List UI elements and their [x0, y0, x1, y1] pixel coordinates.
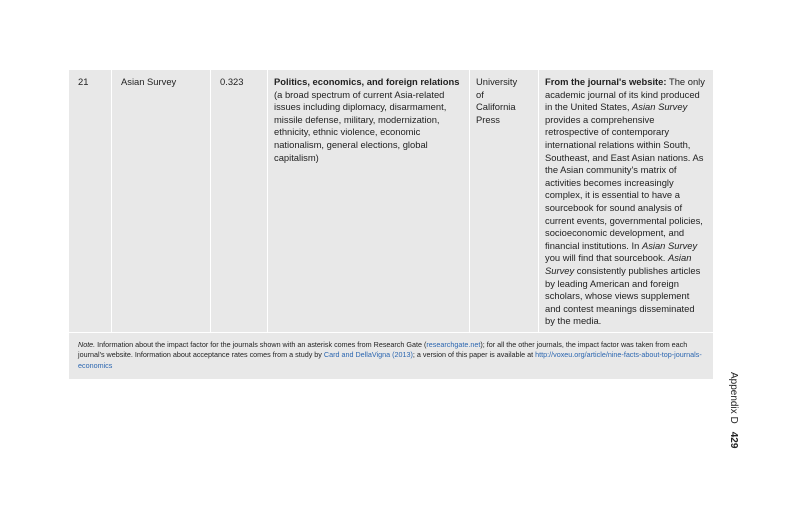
impact-factor-cell: 0.323 [211, 70, 268, 332]
journal-title-italic: Asian Survey [632, 101, 688, 113]
rank-cell: 21 [78, 76, 89, 87]
publisher-cell [470, 70, 539, 332]
focus-cell [268, 70, 470, 332]
journal-table [69, 70, 713, 379]
note-text: ); for all the other journals, the impact factor was taken from each journal's website. Information about acceptance rates comes from a study by [78, 339, 688, 360]
researchgate-link[interactable]: researchgate.net [426, 339, 481, 349]
description-text: you will find that sourcebook. [545, 252, 668, 264]
voxeu-link[interactable]: http://voxeu.org/article/nine-facts-about-top-journals-economics [78, 350, 702, 370]
description-lead: From the journal's website: [545, 76, 667, 87]
note-label: Note. [78, 339, 96, 349]
journal-name-cell: Asian Survey [112, 70, 211, 332]
description-text: The only academic journal of its kind produced in the United States, [545, 76, 705, 113]
focus-detail: (a broad spectrum of current Asia-related issues including diplomacy, disarmament, missile defense, military, modernization, ethnicity, ethnic violence, economic nationalism, general elections, global capitalism) [274, 88, 447, 163]
running-head [726, 372, 740, 492]
publisher-line: University [476, 76, 518, 87]
description-text: consistently publishes articles by leading American and foreign scholars, whose views supplement and contest meanings disseminated by the media. [545, 264, 701, 327]
appendix-label: Appendix D [728, 372, 739, 424]
page-number: 429 [728, 431, 739, 449]
publisher-line: of [476, 88, 484, 100]
journal-title-italic: Asian Survey [641, 239, 698, 251]
description-text: provides a comprehensive retrospective of contemporary international relations within South, Southeast, and East Asian nations. As the Asian community's matrix of activities becomes increasingly complex, it is essential to have a sourcebook for sound analysis of current events, governmental policies, socioeconomic development, and financial institutions. In [545, 113, 704, 251]
publisher-line: California [476, 101, 516, 113]
table-note [69, 332, 713, 379]
citation-link[interactable]: Card and DellaVigna (2013) [323, 350, 413, 360]
description-cell [539, 70, 714, 332]
journal-title-italic: Asian Survey [545, 252, 692, 276]
publisher-line: Press [476, 113, 500, 125]
note-text: Information about the impact factor for the journals shown with an asterisk comes from Research Gate ( [95, 339, 427, 349]
note-text: ; a version of this paper is available at [412, 350, 536, 360]
journal-table-grid [69, 70, 713, 332]
table-row [69, 70, 713, 332]
focus-title: Politics, economics, and foreign relations [274, 76, 460, 87]
